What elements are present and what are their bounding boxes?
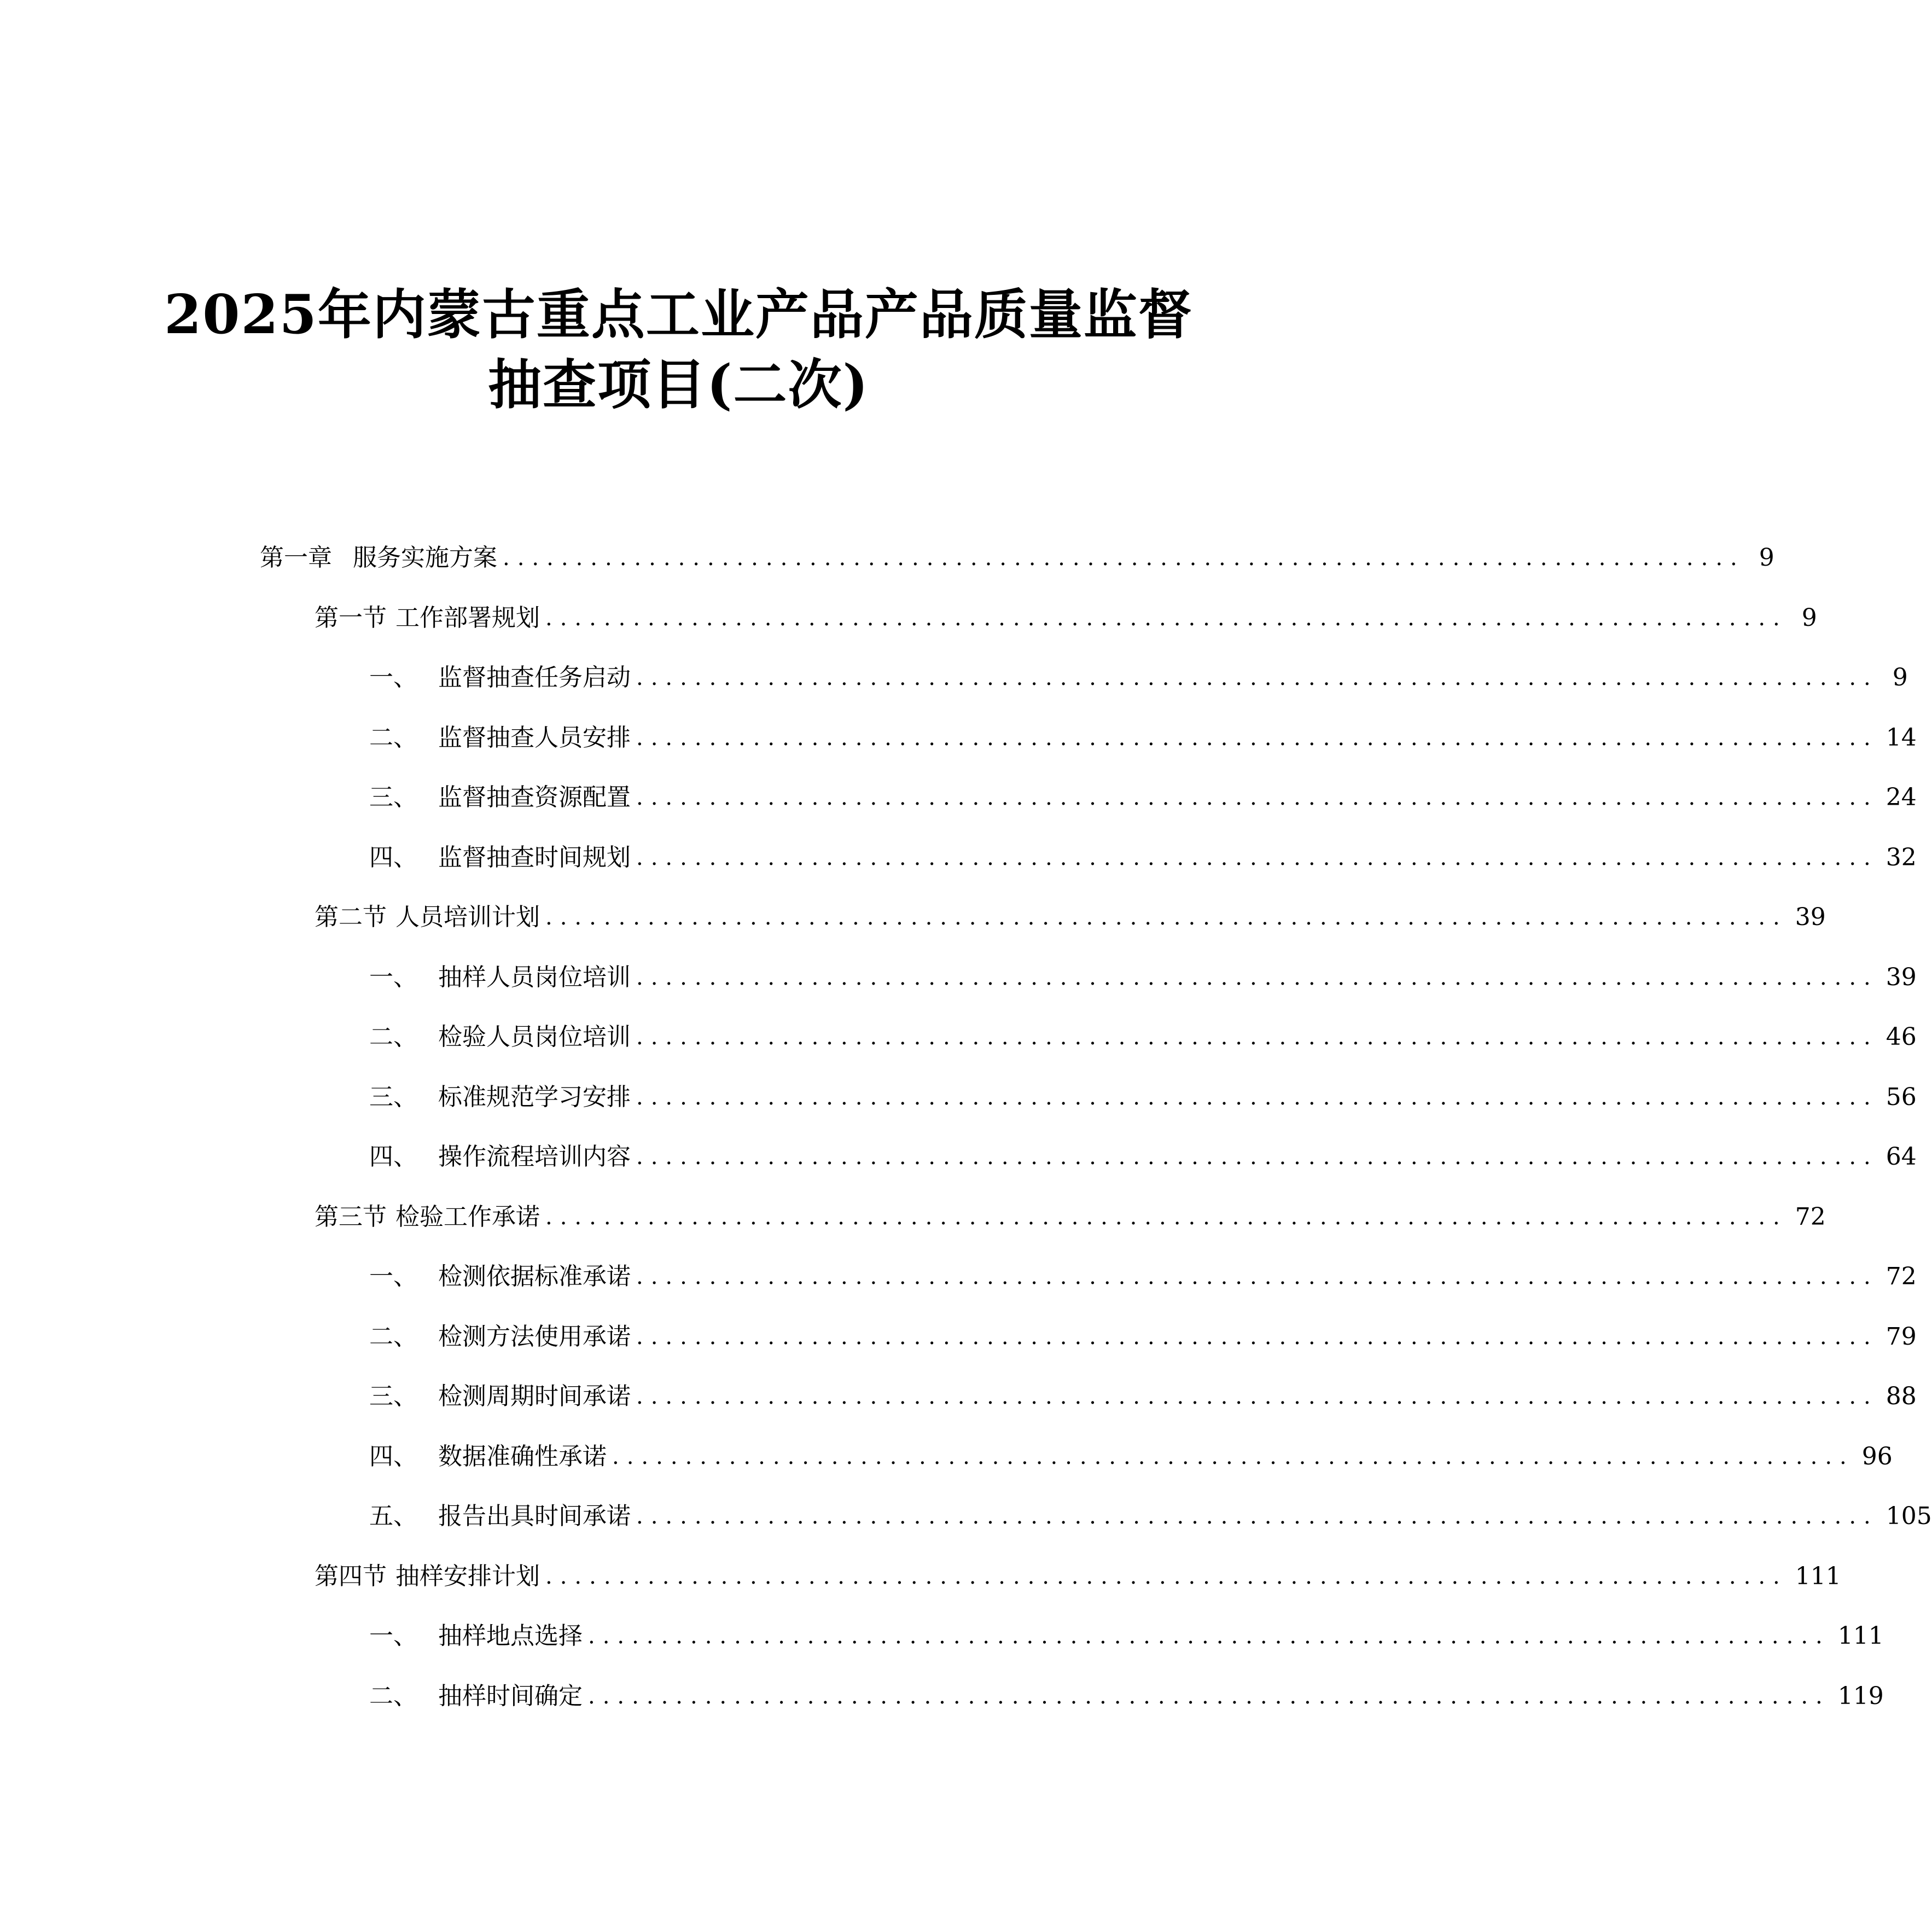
- toc-dot-leader: .....................................................................................: [636, 1384, 1878, 1409]
- toc-entry-label: 监督抽查时间规划: [438, 844, 631, 871]
- toc-entry-label: 抽样地点选择: [438, 1622, 583, 1650]
- toc-entry-label: 服务实施方案: [353, 544, 497, 572]
- toc-entry[interactable]: [369, 659, 1908, 697]
- toc-entry-label: 检验工作承诺: [395, 1203, 540, 1231]
- toc-entry-label: 工作部署规划: [395, 604, 540, 632]
- toc-entry[interactable]: [315, 1198, 1826, 1236]
- toc-entry[interactable]: [369, 1617, 1884, 1655]
- toc-dot-leader: .....................................................................................: [636, 785, 1878, 810]
- toc-dot-leader: .....................................................................................: [612, 1444, 1854, 1469]
- toc-entry-page-number: 79: [1886, 1323, 1917, 1351]
- toc-dot-leader: .....................................................................................: [588, 1684, 1830, 1709]
- toc-entry-number: 三、: [369, 1083, 417, 1111]
- toc-entry-number: 三、: [369, 1382, 417, 1410]
- toc-entry-page-number: 46: [1886, 1023, 1917, 1051]
- toc-entry-label: 抽样安排计划: [395, 1562, 540, 1590]
- toc-entry-number: 第二节: [315, 903, 387, 931]
- toc-entry-label: 抽样时间确定: [438, 1682, 583, 1710]
- toc-dot-leader: .....................................................................................: [636, 1264, 1878, 1289]
- toc-entry[interactable]: [369, 1377, 1917, 1416]
- toc-entry-page-number: 111: [1837, 1622, 1884, 1650]
- document-title-line2: 抽查项目(二次): [488, 353, 869, 416]
- toc-entry[interactable]: [369, 839, 1917, 877]
- toc-dot-leader: .....................................................................................: [588, 1624, 1830, 1649]
- toc-entry-page-number: 9: [1892, 664, 1908, 691]
- toc-entry[interactable]: [369, 958, 1917, 997]
- toc-entry[interactable]: [260, 539, 1774, 577]
- toc-entry-number: 二、: [369, 724, 417, 752]
- toc-entry-number: 四、: [369, 1143, 417, 1171]
- toc-entry-number: 一、: [369, 1263, 417, 1290]
- toc-entry-page-number: 39: [1795, 903, 1826, 931]
- toc-entry-page-number: 111: [1795, 1562, 1841, 1590]
- toc-entry[interactable]: [315, 1557, 1841, 1596]
- toc-entry-number: 第三节: [315, 1203, 387, 1231]
- toc-dot-leader: .....................................................................................: [636, 665, 1878, 690]
- toc-entry-page-number: 105: [1886, 1502, 1932, 1530]
- toc-dot-leader: .....................................................................................: [636, 845, 1878, 870]
- document-title-line1: 2025年内蒙古重点工业产品产品质量监督: [164, 283, 1193, 346]
- toc-entry-label: 抽样人员岗位培训: [438, 963, 631, 991]
- toc-entry-page-number: 39: [1886, 963, 1917, 991]
- toc-entry-label: 标准规范学习安排: [438, 1083, 631, 1111]
- toc-entry[interactable]: [369, 1018, 1917, 1056]
- toc-entry[interactable]: [369, 1258, 1917, 1296]
- toc-dot-leader: .....................................................................................: [545, 905, 1788, 930]
- toc-entry[interactable]: [369, 1677, 1884, 1716]
- toc-dot-leader: .....................................................................................: [636, 1324, 1878, 1350]
- toc-entry-page-number: 72: [1886, 1263, 1917, 1290]
- toc-entry-label: 监督抽查任务启动: [438, 664, 631, 691]
- toc-dot-leader: .....................................................................................: [545, 606, 1788, 631]
- toc-entry-label: 检验人员岗位培训: [438, 1023, 631, 1051]
- toc-entry-page-number: 72: [1795, 1203, 1826, 1231]
- toc-entry[interactable]: [369, 1138, 1917, 1176]
- toc-entry-page-number: 24: [1886, 783, 1917, 811]
- toc-entry-number: 第一节: [315, 604, 387, 632]
- toc-entry-number: 二、: [369, 1023, 417, 1051]
- toc-dot-leader: .....................................................................................: [636, 725, 1878, 751]
- toc-entry-number: 第四节: [315, 1562, 387, 1590]
- toc-dot-leader: .....................................................................................: [636, 965, 1878, 990]
- toc-entry-page-number: 9: [1759, 544, 1774, 572]
- toc-entry-label: 数据准确性承诺: [438, 1443, 607, 1470]
- toc-dot-leader: .....................................................................................: [636, 1144, 1878, 1170]
- toc-entry-label: 检测依据标准承诺: [438, 1263, 631, 1290]
- toc-entry-label: 报告出具时间承诺: [438, 1502, 631, 1530]
- toc-dot-leader: .....................................................................................: [636, 1085, 1878, 1110]
- toc-entry-label: 检测方法使用承诺: [438, 1323, 631, 1351]
- toc-entry-number: 四、: [369, 1443, 417, 1470]
- toc-entry-number: 一、: [369, 664, 417, 691]
- toc-dot-leader: .....................................................................................: [636, 1504, 1878, 1529]
- toc-entry-number: 二、: [369, 1323, 417, 1351]
- toc-entry-page-number: 9: [1801, 604, 1817, 632]
- toc-dot-leader: .....................................................................................: [636, 1025, 1878, 1050]
- toc-entry-label: 监督抽查资源配置: [438, 783, 631, 811]
- toc-entry-label: 人员培训计划: [395, 903, 540, 931]
- toc-entry-label: 操作流程培训内容: [438, 1143, 631, 1171]
- toc-entry-page-number: 14: [1886, 724, 1917, 752]
- toc-entry-number: 一、: [369, 1622, 417, 1650]
- toc-entry-page-number: 96: [1861, 1443, 1893, 1470]
- toc-dot-leader: .....................................................................................: [545, 1205, 1788, 1230]
- toc-entry-page-number: 119: [1837, 1682, 1884, 1710]
- toc-entry-number: 三、: [369, 783, 417, 811]
- toc-entry-label: 检测周期时间承诺: [438, 1382, 631, 1410]
- toc-entry[interactable]: [369, 1438, 1893, 1476]
- toc-entry[interactable]: [369, 1078, 1917, 1116]
- toc-entry-number: 第一章: [260, 544, 332, 572]
- toc-dot-leader: .....................................................................................: [545, 1564, 1788, 1589]
- toc-entry[interactable]: [369, 1318, 1917, 1356]
- toc-entry-number: 一、: [369, 963, 417, 991]
- toc-entry-page-number: 64: [1886, 1143, 1917, 1171]
- toc-entry-number: 五、: [369, 1502, 417, 1530]
- toc-entry[interactable]: [369, 1497, 1932, 1536]
- toc-entry[interactable]: [315, 898, 1826, 937]
- toc-entry-page-number: 32: [1886, 844, 1917, 871]
- toc-entry[interactable]: [369, 719, 1917, 757]
- toc-entry[interactable]: [315, 599, 1817, 637]
- toc-entry-number: 二、: [369, 1682, 417, 1710]
- toc-entry-page-number: 56: [1886, 1083, 1917, 1111]
- toc-entry-label: 监督抽查人员安排: [438, 724, 631, 752]
- toc-entry-page-number: 88: [1886, 1382, 1917, 1410]
- toc-entry-number: 四、: [369, 844, 417, 871]
- toc-entry[interactable]: [369, 778, 1917, 817]
- toc-dot-leader: .....................................................................................: [503, 545, 1745, 571]
